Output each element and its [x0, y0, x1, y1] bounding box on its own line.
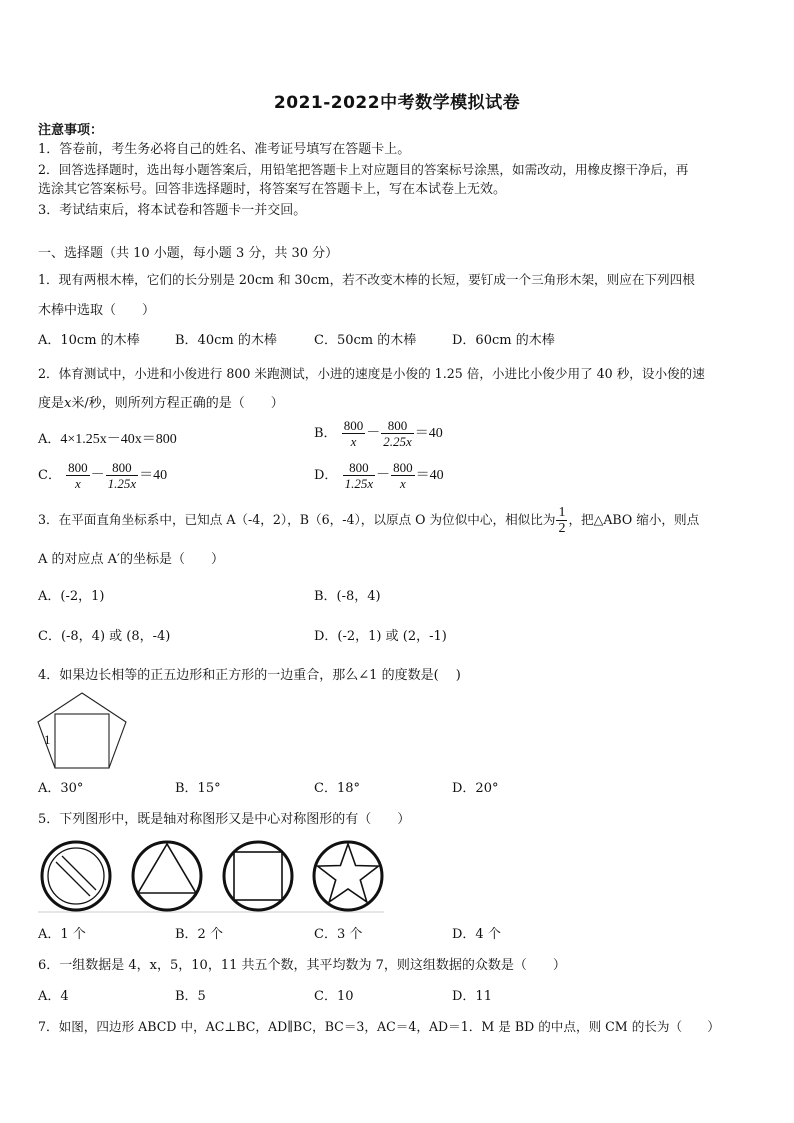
q2-c-den1: x — [74, 476, 81, 491]
q2-option-c-label: C． — [38, 468, 61, 483]
q3-ratio-den: 2 — [558, 521, 566, 536]
q3-stem-line2: A 的对应点 A′的坐标是（ ） — [38, 552, 224, 567]
q6-option-b: B．5 — [175, 989, 206, 1004]
q1-option-d: D．60cm 的木棒 — [452, 333, 555, 348]
q4-option-c: C．18° — [314, 781, 360, 796]
q2-stem-pre: 度是 — [38, 396, 65, 411]
q2-d-num1: 800 — [343, 460, 376, 476]
q4-pentagon-square-figure — [34, 690, 134, 772]
q5-circle-triangle-figure — [133, 842, 201, 910]
exam-title: 2021-2022中考数学模拟试卷 — [273, 93, 521, 113]
q5-circle-slash-figure — [42, 842, 110, 910]
section-heading: 一、选择题（共 10 小题，每小题 3 分，共 30 分） — [38, 246, 339, 261]
q2-option-a-expr: 4×1.25x－40x＝800 — [60, 432, 177, 447]
q2-option-d — [314, 460, 444, 491]
q2-stem-line2 — [38, 395, 284, 413]
q4-option-d: D．20° — [452, 781, 499, 796]
q2-option-b — [314, 418, 443, 449]
q3-option-b: B．(-8，4) — [314, 589, 381, 604]
q3-option-d: D．(-2，1) 或 (2，-1) — [314, 629, 447, 644]
q3-stem-post: ，把△ABO 缩小，则点 — [568, 512, 700, 527]
q2-option-c — [38, 460, 167, 491]
q2-c-num2: 800 — [106, 460, 139, 476]
q3-option-c: C．(-8，4) 或 (8，-4) — [38, 629, 171, 644]
q2-option-b-frac2 — [381, 418, 414, 449]
q3-stem-line1 — [38, 505, 699, 536]
q4-square — [55, 714, 109, 768]
q4-pentagon — [38, 693, 126, 768]
q2-stem-line1: 2．体育测试中，小进和小俊进行 800 米跑测试，小进的速度是小俊的 1.25 倍，小进比小俊少用了 40 秒，设小俊的速 — [38, 366, 705, 381]
q5-circle-square-figure — [224, 842, 292, 910]
q1-option-a: A．10cm 的木棒 — [38, 333, 140, 348]
q4-stem-line1: 4．如果边长相等的正五边形和正方形的一边重合，那么∠1 的度数是( ) — [38, 668, 461, 683]
q1-stem-line2: 木棒中选取（ ） — [38, 303, 156, 318]
notice-heading: 注意事项： — [38, 123, 104, 138]
q3-option-a: A．(-2，1) — [38, 589, 105, 604]
q6-stem-line1: 6．一组数据是 4，x，5，10，11 共五个数，其平均数为 7，则这组数据的众数是（ ） — [38, 958, 566, 973]
notice-item-2a: 2．回答选择题时，选出每小题答案后，用铅笔把答题卡上对应题目的答案标号涂黑，如需改动，用橡皮擦干净后，再 — [38, 162, 689, 177]
q2-c-den2: 1.25x — [107, 476, 137, 491]
q1-stem-line1: 1．现有两根木棒，它们的长分别是 20cm 和 30cm，若不改变木棒的长短，要钉成一个三角形木架，则应在下列四根 — [38, 272, 695, 287]
q2-b-num2: 800 — [381, 418, 414, 434]
notice-item-1: 1．答卷前，考生务必将自己的姓名、准考证号填写在答题卡上。 — [38, 142, 411, 157]
q2-option-a — [38, 431, 177, 449]
q2-d-num2: 800 — [393, 460, 413, 475]
q2-option-b-label: B． — [314, 426, 337, 441]
q2-d-rhs: ＝40 — [415, 468, 444, 483]
q3-ratio-frac — [556, 505, 567, 536]
q2-option-d-frac2 — [391, 460, 415, 491]
q2-option-d-label: D． — [314, 468, 338, 483]
q2-d-den2: x — [399, 476, 406, 491]
q2-c-rhs: ＝40 — [139, 468, 168, 483]
q6-option-a: A．4 — [38, 989, 69, 1004]
q3-ratio-num: 1 — [558, 505, 566, 520]
q2-b-den1: x — [350, 434, 357, 449]
q5-stem-line1: 5．下列图形中，既是轴对称图形又是中心对称图形的有（ ） — [38, 812, 411, 827]
q2-option-c-frac1 — [66, 460, 90, 491]
q4-angle-label: 1 — [44, 732, 51, 747]
q5-option-a: A．1 个 — [38, 927, 86, 942]
q2-c-num1: 800 — [68, 460, 88, 475]
q2-b-den2: 2.25x — [383, 434, 412, 449]
notice-item-3: 3．考试结束后，将本试卷和答题卡一并交回。 — [38, 203, 307, 218]
q5-option-c: C．3 个 — [314, 927, 363, 942]
q2-option-a-label: A． — [38, 432, 61, 447]
q5-circle-star-figure — [314, 842, 382, 910]
q1-option-c: C．50cm 的木棒 — [314, 333, 417, 348]
q6-option-d: D．11 — [452, 989, 492, 1004]
q4-option-a: A．30° — [38, 781, 84, 796]
q2-b-rhs: ＝40 — [414, 426, 443, 441]
q7-stem-line1: 7．如图，四边形 ABCD 中，AC⊥BC，AD∥BC，BC＝3，AC＝4，AD＝1．M 是 BD 的中点，则 CM 的长为（ ） — [38, 1019, 720, 1034]
notice-item-2b: 选涂其它答案标号。回答非选择题时，将答案写在答题卡上，写在本试卷上无效。 — [38, 182, 507, 197]
q2-option-d-frac1 — [343, 460, 376, 491]
q5-option-b: B．2 个 — [175, 927, 223, 942]
q2-b-num1: 800 — [343, 418, 364, 433]
q2-option-c-frac2 — [106, 460, 139, 491]
q5-figures — [38, 838, 384, 914]
q6-option-c: C．10 — [314, 989, 354, 1004]
q2-variable-x: x — [64, 396, 72, 411]
q1-option-b: B．40cm 的木棒 — [175, 333, 277, 348]
q2-stem-post: 米/秒，则所列方程正确的是（ ） — [71, 396, 284, 411]
q2-d-minus: － — [376, 468, 391, 483]
q2-d-den1: 1.25x — [344, 476, 374, 491]
q4-option-b: B．15° — [175, 781, 221, 796]
q5-option-d: D．4 个 — [452, 927, 501, 942]
q2-c-minus: － — [90, 468, 105, 483]
q2-b-minus: － — [366, 426, 381, 441]
q3-stem-pre: 3．在平面直角坐标系中，已知点 A（-4，2），B（6，-4），以原点 O 为位似中心，相似比为 — [38, 512, 556, 527]
q2-option-b-frac1 — [342, 418, 366, 449]
